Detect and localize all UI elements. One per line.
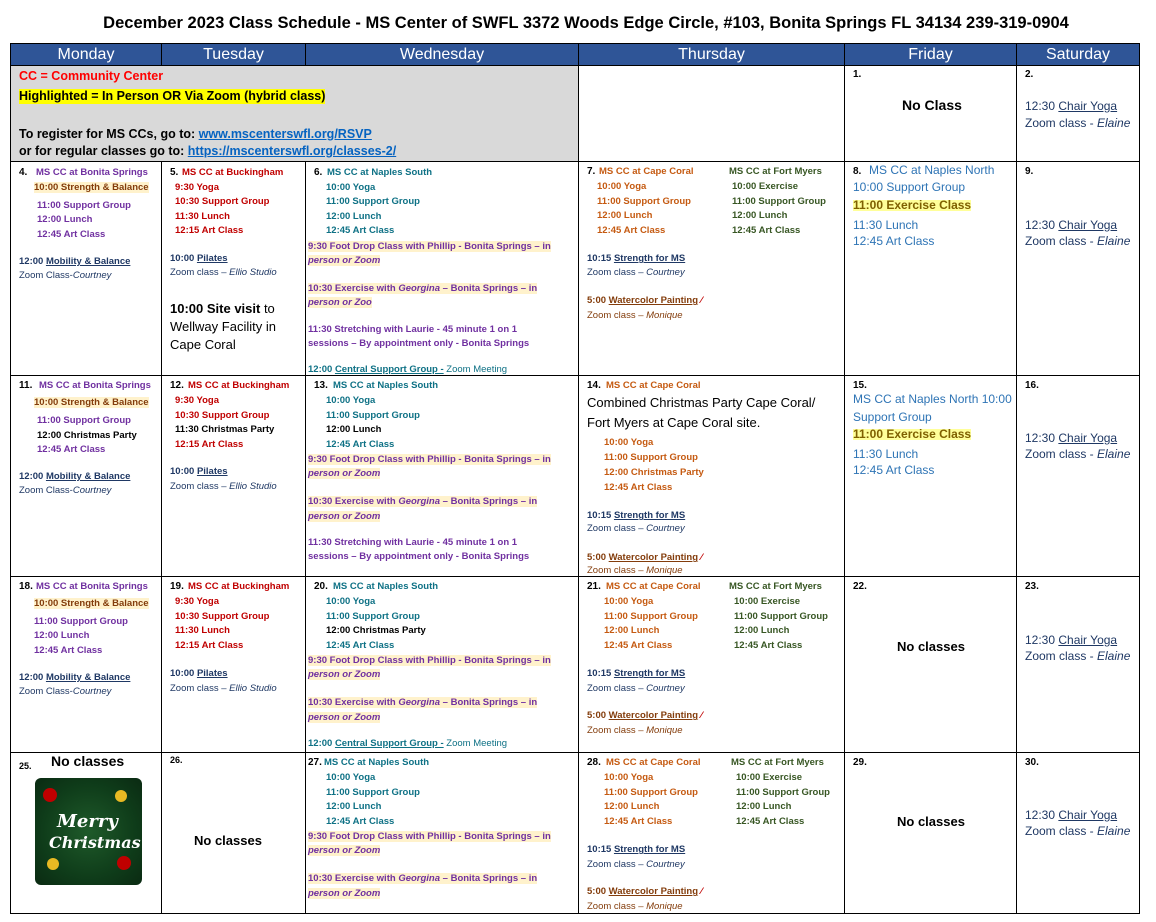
christmas-text: Christmas — [49, 833, 141, 852]
day-cell-21: 21. MS CC at Cape Coral MS CC at Fort Myers 10:00 Yoga 10:00 Exercise 11:00 Support Group 11:00 Support Group 12:00 Lunch 12:00 Lunch 12:45 Art Class 12:45 Art Class 10:15 Strength for MS Zoom class – Courtney 5:00 Watercolor Painting ⁄ Zoom class – Monique — [579, 577, 845, 753]
header-monday: Monday — [11, 44, 162, 66]
strength-ms-link[interactable]: Strength for MS — [613, 844, 686, 855]
day-cell-12: 12. MS CC at Buckingham 9:30 Yoga 10:30 Support Group 11:30 Christmas Party 12:15 Art Class 10:00 Pilates Zoom class – Ellio Studio — [162, 376, 306, 577]
chair-yoga-link[interactable]: Chair Yoga — [1058, 431, 1118, 445]
regular-line: or for regular classes go to: https://mscenterswfl.org/classes-2/ — [19, 144, 397, 158]
strength-ms-link[interactable]: Strength for MS — [613, 668, 686, 679]
day-cell-22: 22. No classes — [845, 577, 1017, 753]
legend-highlighted: Highlighted = In Person OR Via Zoom (hybrid class) — [19, 89, 326, 103]
central-support-link[interactable]: Central Support Group - — [334, 364, 444, 375]
ornament-icon — [115, 790, 127, 802]
mobility-link[interactable]: Mobility & Balance — [45, 256, 131, 267]
day-cell-15: 15. MS CC at Naples North 10:00 Support Group 11:00 Exercise Class 11:30 Lunch 12:45 Art Class — [845, 376, 1017, 577]
paintbrush-icon: ⁄ — [700, 295, 703, 306]
chair-yoga-link[interactable]: Chair Yoga — [1058, 633, 1118, 647]
register-line: To register for MS CCs, go to: www.mscenterswfl.org/RSVP — [19, 127, 372, 141]
day-cell-4: 4. MS CC at Bonita Springs 10:00 Strength & Balance 11:00 Support Group 12:00 Lunch 12:45 Art Class 12:00 Mobility & Balance Zoom Class-Courtney — [11, 162, 162, 376]
merry-christmas-image — [35, 778, 142, 885]
day-cell-23: 23. 12:30 Chair Yoga Zoom class - Elaine — [1017, 577, 1140, 753]
paintbrush-icon: ⁄ — [700, 886, 703, 897]
no-classes-text: No classes — [897, 639, 965, 654]
week-row — [11, 162, 1140, 376]
day-cell-14: 14. MS CC at Cape Coral Combined Christmas Party Cape Coral/ Fort Myers at Cape Coral site. 10:00 Yoga 11:00 Support Group 12:00 Christmas Party 12:45 Art Class 10:15 Strength for MS Zoom class – Courtney 5:00 Watercolor Painting ⁄ Zoom class – Monique — [579, 376, 845, 577]
day-cell-30: 30. 12:30 Chair Yoga Zoom class - Elaine — [1017, 753, 1140, 914]
day-cell-11: 11. MS CC at Bonita Springs 10:00 Strength & Balance 11:00 Support Group 12:00 Christmas Party 12:45 Art Class 12:00 Mobility & Balance Zoom Class-Courtney — [11, 376, 162, 577]
ornament-icon — [43, 788, 57, 802]
day-cell-26: 26. No classes — [162, 753, 306, 914]
day-cell-27: 27. MS CC at Naples South 10:00 Yoga 11:00 Support Group 12:00 Lunch 12:45 Art Class 9:30 Foot Drop Class with Phillip - Bonita Springs – in person or Zoom 10:30 Exercise with Georgina – Bonita Springs – in person or Zoom — [306, 753, 579, 914]
week-row — [11, 577, 1140, 753]
chair-yoga-link[interactable]: Chair Yoga — [1058, 808, 1118, 822]
date-number: 1. — [853, 69, 862, 80]
paintbrush-icon: ⁄ — [700, 552, 703, 563]
legend-cc: CC = Community Center — [19, 69, 164, 83]
day-header-row — [11, 44, 1140, 66]
mobility-link[interactable]: Mobility & Balance — [45, 471, 131, 482]
chair-yoga-link[interactable]: Chair Yoga — [1058, 99, 1118, 113]
day-cell-9: 9. 12:30 Chair Yoga Zoom class - Elaine — [1017, 162, 1140, 376]
merry-text: Merry — [57, 811, 118, 832]
day-cell-25: 25. No classes Merry Christmas — [11, 753, 162, 914]
paintbrush-icon: ⁄ — [700, 710, 703, 721]
day-cell-16: 16. 12:30 Chair Yoga Zoom class - Elaine — [1017, 376, 1140, 577]
day-cell-2: 2. 12:30 Chair Yoga Zoom class - Elaine — [1017, 66, 1140, 162]
page-title: December 2023 Class Schedule - MS Center of SWFL 3372 Woods Edge Circle, #103, Bonita Springs FL 34134 239-319-0904 — [103, 14, 1069, 32]
classes-link[interactable]: https://mscenterswfl.org/classes-2/ — [187, 144, 397, 158]
no-class-text: No Class — [902, 97, 962, 113]
ornament-icon — [117, 856, 131, 870]
watercolor-link[interactable]: Watercolor Painting — [608, 552, 699, 563]
day-cell-8: 8. MS CC at Naples North 10:00 Support Group 11:00 Exercise Class 11:30 Lunch 12:45 Art Class — [845, 162, 1017, 376]
watercolor-link[interactable]: Watercolor Painting — [608, 710, 699, 721]
header-tuesday: Tuesday — [162, 44, 306, 66]
date-number: 2. — [1025, 69, 1034, 80]
day-cell-18: 18. MS CC at Bonita Springs 10:00 Strength & Balance 11:00 Support Group 12:00 Lunch 12:45 Art Class 12:00 Mobility & Balance Zoom Class-Courtney — [11, 577, 162, 753]
day-cell-29: 29. No classes — [845, 753, 1017, 914]
ornament-icon — [47, 858, 59, 870]
week-row — [11, 376, 1140, 577]
day-cell-5: 5. MS CC at Buckingham 9:30 Yoga 10:30 Support Group 11:30 Lunch 12:15 Art Class 10:00 Pilates Zoom class – Ellio Studio 10:00 Site visit to Wellway Facility in Cape Coral — [162, 162, 306, 376]
no-classes-text: No classes — [897, 814, 965, 829]
thursday-empty-cell — [579, 66, 845, 162]
no-classes-text: No classes — [194, 833, 262, 848]
header-wednesday: Wednesday — [306, 44, 579, 66]
rsvp-link[interactable]: www.mscenterswfl.org/RSVP — [198, 127, 372, 141]
week-row — [11, 753, 1140, 914]
strength-ms-link[interactable]: Strength for MS — [613, 253, 686, 264]
header-saturday: Saturday — [1017, 44, 1140, 66]
pilates-link[interactable]: Pilates — [196, 466, 228, 477]
watercolor-link[interactable]: Watercolor Painting — [608, 886, 699, 897]
header-friday: Friday — [845, 44, 1017, 66]
day-cell-19: 19. MS CC at Buckingham 9:30 Yoga 10:30 Support Group 11:30 Lunch 12:15 Art Class 10:00 Pilates Zoom class – Ellio Studio — [162, 577, 306, 753]
day-cell-6: 6. MS CC at Naples South 10:00 Yoga 11:00 Support Group 12:00 Lunch 12:45 Art Class 9:30 Foot Drop Class with Phillip - Bonita Springs – in person or Zoom 10:30 Exercise with Georgina – Bonita Springs – in person or Zoo 11:30 Stretching with Laurie - 45 minute 1 on 1 sessions – By appointment only - Bonita Springs 12:00 Central Support Group - Zoom Meeting — [306, 162, 579, 376]
no-classes-text: No classes — [51, 753, 125, 769]
day-cell-1 — [845, 66, 1017, 162]
mobility-link[interactable]: Mobility & Balance — [45, 672, 131, 683]
pilates-link[interactable]: Pilates — [196, 668, 228, 679]
day-cell-20: 20. MS CC at Naples South 10:00 Yoga 11:00 Support Group 12:00 Christmas Party 12:45 Art Class 9:30 Foot Drop Class with Phillip - Bonita Springs – in person or Zoom 10:30 Exercise with Georgina – Bonita Springs – in person or Zoom 12:00 Central Support Group - Zoom Meeting — [306, 577, 579, 753]
header-thursday: Thursday — [579, 44, 845, 66]
watercolor-link[interactable]: Watercolor Painting — [608, 295, 699, 306]
strength-ms-link[interactable]: Strength for MS — [613, 510, 686, 521]
central-support-link[interactable]: Central Support Group - — [334, 738, 444, 749]
week-row — [11, 66, 1140, 162]
day-cell-28: 28. MS CC at Cape Coral MS CC at Fort Myers 10:00 Yoga 10:00 Exercise 11:00 Support Group 11:00 Support Group 12:00 Lunch 12:00 Lunch 12:45 Art Class 12:45 Art Class 10:15 Strength for MS Zoom class – Courtney 5:00 Watercolor Painting ⁄ Zoom class – Monique — [579, 753, 845, 914]
chair-yoga-link[interactable]: Chair Yoga — [1058, 218, 1118, 232]
day-cell-13: 13. MS CC at Naples South 10:00 Yoga 11:00 Support Group 12:00 Lunch 12:45 Art Class 9:30 Foot Drop Class with Phillip - Bonita Springs – in person or Zoom 10:30 Exercise with Georgina – Bonita Springs – in person or Zoom 11:30 Stretching with Laurie - 45 minute 1 on 1 sessions – By appointment only - Bonita Springs — [306, 376, 579, 577]
schedule-table — [10, 43, 1140, 914]
legend-cell — [11, 66, 579, 162]
pilates-link[interactable]: Pilates — [196, 253, 228, 264]
day-cell-7: 7. MS CC at Cape Coral MS CC at Fort Myers 10:00 Yoga 10:00 Exercise 11:00 Support Group 11:00 Support Group 12:00 Lunch 12:00 Lunch 12:45 Art Class 12:45 Art Class 10:15 Strength for MS Zoom class – Courtney 5:00 Watercolor Painting ⁄ Zoom class – Monique — [579, 162, 845, 376]
